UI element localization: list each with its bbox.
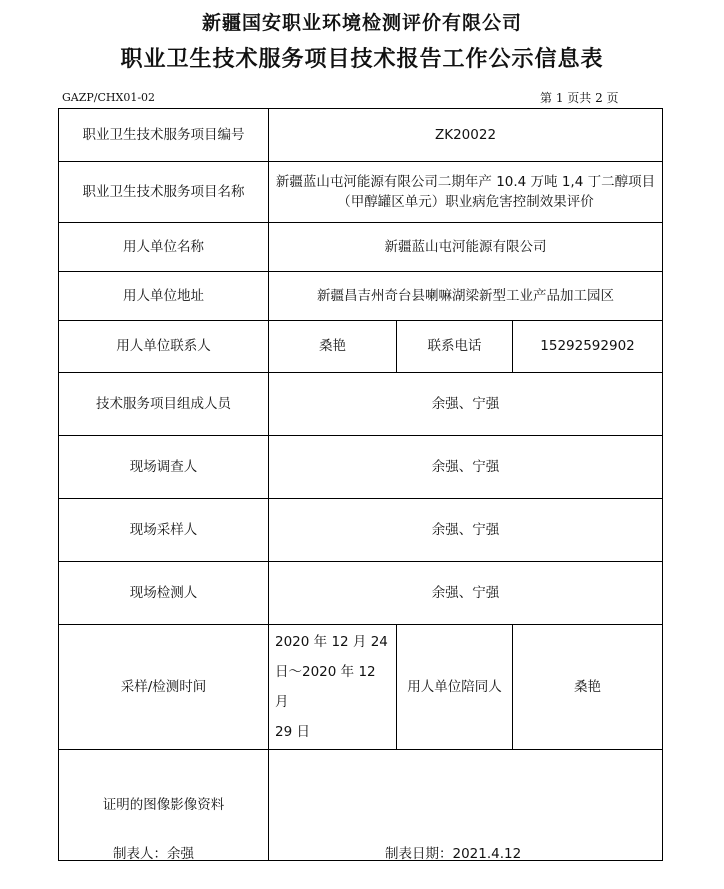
- value-companion: 桑艳: [513, 625, 663, 750]
- time-line-2: 日～2020 年 12 月: [275, 664, 376, 710]
- value-survey: 余强、宁强: [269, 436, 663, 499]
- value-phone: 15292592902: [513, 321, 663, 373]
- value-sampling: 余强、宁强: [269, 499, 663, 562]
- row-contact: [59, 321, 663, 373]
- table-maker: 制表人：余强: [113, 846, 194, 862]
- value-project-no: ZK20022: [269, 109, 663, 162]
- row-survey: [59, 436, 663, 499]
- label-images: 证明的图像影像资料: [59, 750, 269, 861]
- row-sampling: [59, 499, 663, 562]
- row-employer-address: [59, 272, 663, 321]
- table-date: 制表日期：2021.4.12: [385, 846, 522, 862]
- page-title: 职业卫生技术服务项目技术报告工作公示信息表: [120, 46, 604, 72]
- value-contact: 桑艳: [269, 321, 397, 373]
- row-time: [59, 625, 663, 750]
- label-employer-name: 用人单位名称: [59, 223, 269, 272]
- label-companion: 用人单位陪同人: [397, 625, 513, 750]
- document-code: GAZP/CHX01-02: [62, 91, 156, 104]
- label-survey: 现场调查人: [59, 436, 269, 499]
- label-phone: 联系电话: [397, 321, 513, 373]
- row-project-name: [59, 162, 663, 223]
- value-time: [269, 625, 397, 750]
- row-team: [59, 373, 663, 436]
- label-contact: 用人单位联系人: [59, 321, 269, 373]
- value-project-name: [269, 162, 663, 223]
- value-employer-address: 新疆昌吉州奇台县喇嘛湖梁新型工业产品加工园区: [269, 272, 663, 321]
- info-table: [58, 108, 663, 861]
- label-testing: 现场检测人: [59, 562, 269, 625]
- row-project-no: [59, 109, 663, 162]
- value-team: 余强、宁强: [269, 373, 663, 436]
- time-line-3: 29 日: [275, 724, 310, 740]
- label-team: 技术服务项目组成人员: [59, 373, 269, 436]
- time-line-1: 2020 年 12 月 24: [275, 634, 388, 650]
- value-employer-name: 新疆蓝山屯河能源有限公司: [269, 223, 663, 272]
- company-name: 新疆国安职业环境检测评价有限公司: [201, 12, 522, 34]
- row-testing: [59, 562, 663, 625]
- label-employer-address: 用人单位地址: [59, 272, 269, 321]
- value-testing: 余强、宁强: [269, 562, 663, 625]
- page-info: 第 1 页共 2 页: [540, 91, 619, 105]
- label-time: 采样/检测时间: [59, 625, 269, 750]
- value-project-name-text: 新疆蓝山屯河能源有限公司二期年产 10.4 万吨 1,4 丁二醇项目（甲醇罐区单元）职业病危害控制效果评价: [275, 173, 656, 210]
- row-employer-name: [59, 223, 663, 272]
- label-project-name: 职业卫生技术服务项目名称: [59, 162, 269, 223]
- label-sampling: 现场采样人: [59, 499, 269, 562]
- label-project-no: 职业卫生技术服务项目编号: [59, 109, 269, 162]
